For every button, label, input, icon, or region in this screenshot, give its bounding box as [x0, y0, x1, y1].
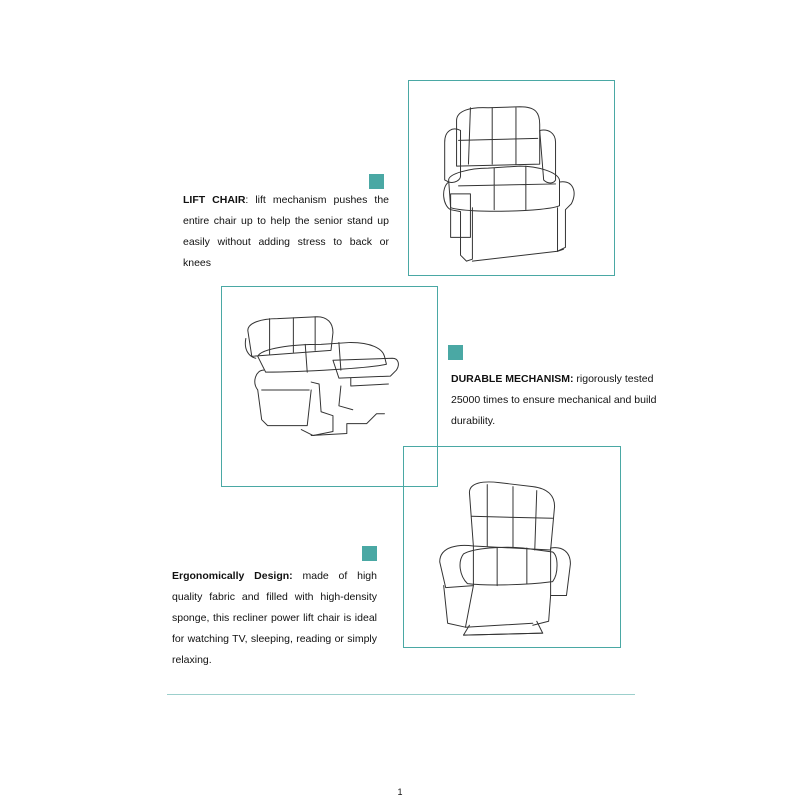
feature-title: Ergonomically Design: — [172, 570, 293, 582]
image-frame-ergonomic-design — [403, 446, 621, 648]
bullet-marker — [362, 546, 377, 561]
footer-divider — [167, 694, 635, 695]
image-frame-lift-chair — [408, 80, 615, 276]
feature-separator: : — [245, 194, 249, 206]
feature-lift-chair — [183, 190, 389, 274]
feature-ergonomic-design — [172, 566, 377, 671]
feature-body: lift mechanism pushes the entire chair up to help the senior stand up easily without adding stress to back or knees — [183, 194, 390, 269]
lift-chair-raised-illustration — [404, 447, 620, 647]
feature-title: DURABLE MECHANISM: — [451, 373, 574, 385]
feature-body: rigorously tested 25000 times to ensure mechanical and build durability. — [451, 373, 657, 427]
feature-durable-mechanism — [451, 369, 666, 432]
page-number: 1 — [397, 787, 403, 797]
bullet-marker — [448, 345, 463, 360]
feature-title: LIFT CHAIR — [183, 194, 246, 206]
lift-chair-upright-illustration — [409, 81, 614, 275]
bullet-marker — [369, 174, 384, 189]
feature-body: made of high quality fabric and filled with high-density sponge, this recliner power lift chair is ideal for watching TV, sleeping, reading or simply relaxing. — [172, 570, 377, 666]
